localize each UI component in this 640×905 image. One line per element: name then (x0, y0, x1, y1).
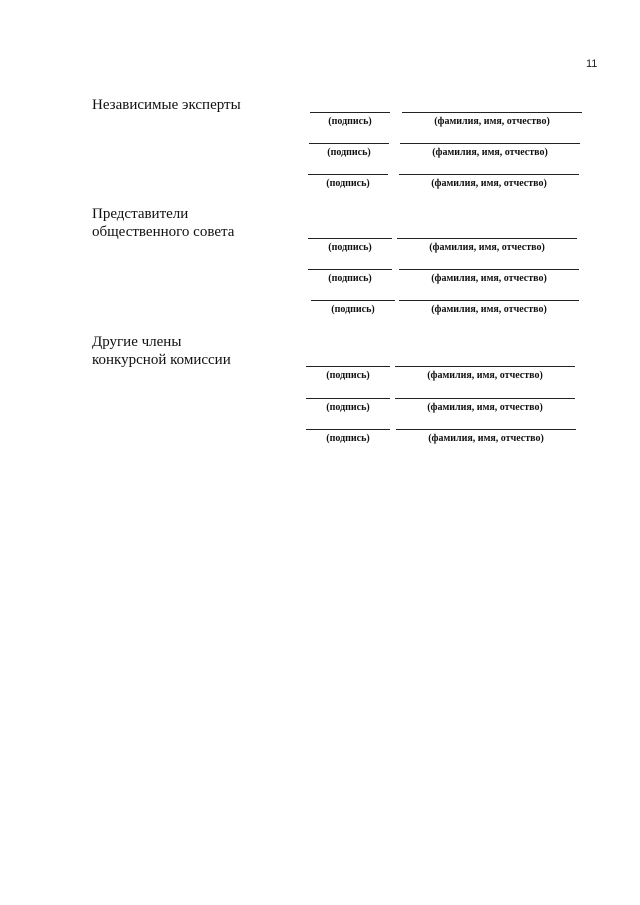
name-line (395, 398, 575, 399)
name-line (402, 112, 582, 113)
name-caption: (фамилия, имя, отчество) (434, 116, 550, 127)
signature-field (309, 143, 389, 167)
signature-row (0, 238, 640, 262)
signature-caption: (подпись) (326, 402, 370, 413)
name-field (395, 366, 575, 390)
signature-field (311, 300, 395, 324)
signature-line (306, 398, 390, 399)
name-field (395, 398, 575, 422)
group-title-line: Представители (92, 206, 189, 222)
name-line (395, 366, 575, 367)
signature-caption: (подпись) (326, 178, 370, 189)
signature-field (310, 112, 390, 136)
signature-line (311, 300, 395, 301)
group-title-line: конкурсной комиссии (92, 352, 231, 368)
signature-line (306, 366, 390, 367)
signature-caption: (подпись) (328, 273, 372, 284)
signature-caption: (подпись) (326, 370, 370, 381)
signature-row (0, 366, 640, 390)
signature-row (0, 174, 640, 198)
name-caption: (фамилия, имя, отчество) (431, 178, 547, 189)
name-caption: (фамилия, имя, отчество) (428, 433, 544, 444)
signature-caption: (подпись) (328, 242, 372, 253)
name-field (396, 429, 576, 453)
group-title-line: общественного совета (92, 224, 235, 240)
page-number: 11 (586, 58, 598, 70)
signature-row (0, 112, 640, 136)
group-title-other-members (92, 333, 231, 369)
name-field (399, 174, 579, 198)
signature-field (308, 238, 392, 262)
name-caption: (фамилия, имя, отчество) (431, 304, 547, 315)
signature-caption: (подпись) (331, 304, 375, 315)
name-line (399, 174, 579, 175)
signature-field (306, 398, 390, 422)
signature-line (308, 269, 392, 270)
name-caption: (фамилия, имя, отчество) (429, 242, 545, 253)
group-title-line: Независимые эксперты (92, 97, 241, 113)
name-caption: (фамилия, имя, отчество) (427, 370, 543, 381)
signature-field (308, 174, 388, 198)
signature-row (0, 143, 640, 167)
signature-line (308, 238, 392, 239)
name-caption: (фамилия, имя, отчество) (431, 273, 547, 284)
name-field (400, 143, 580, 167)
name-caption: (фамилия, имя, отчество) (432, 147, 548, 158)
signature-caption: (подпись) (328, 116, 372, 127)
signature-row (0, 398, 640, 422)
name-line (399, 269, 579, 270)
group-title-public-council (92, 205, 234, 241)
name-line (397, 238, 577, 239)
signature-row (0, 300, 640, 324)
name-caption: (фамилия, имя, отчество) (427, 402, 543, 413)
signature-line (309, 143, 389, 144)
name-line (400, 143, 580, 144)
name-field (399, 269, 579, 293)
signature-line (310, 112, 390, 113)
name-field (397, 238, 577, 262)
signature-field (306, 429, 390, 453)
signature-line (308, 174, 388, 175)
group-title-line: Другие члены (92, 334, 182, 350)
name-field (399, 300, 579, 324)
signature-field (308, 269, 392, 293)
signature-row (0, 429, 640, 453)
signature-caption: (подпись) (327, 147, 371, 158)
signature-row (0, 269, 640, 293)
name-line (399, 300, 579, 301)
name-field (402, 112, 582, 136)
signature-caption: (подпись) (326, 433, 370, 444)
name-line (396, 429, 576, 430)
signature-field (306, 366, 390, 390)
signature-line (306, 429, 390, 430)
